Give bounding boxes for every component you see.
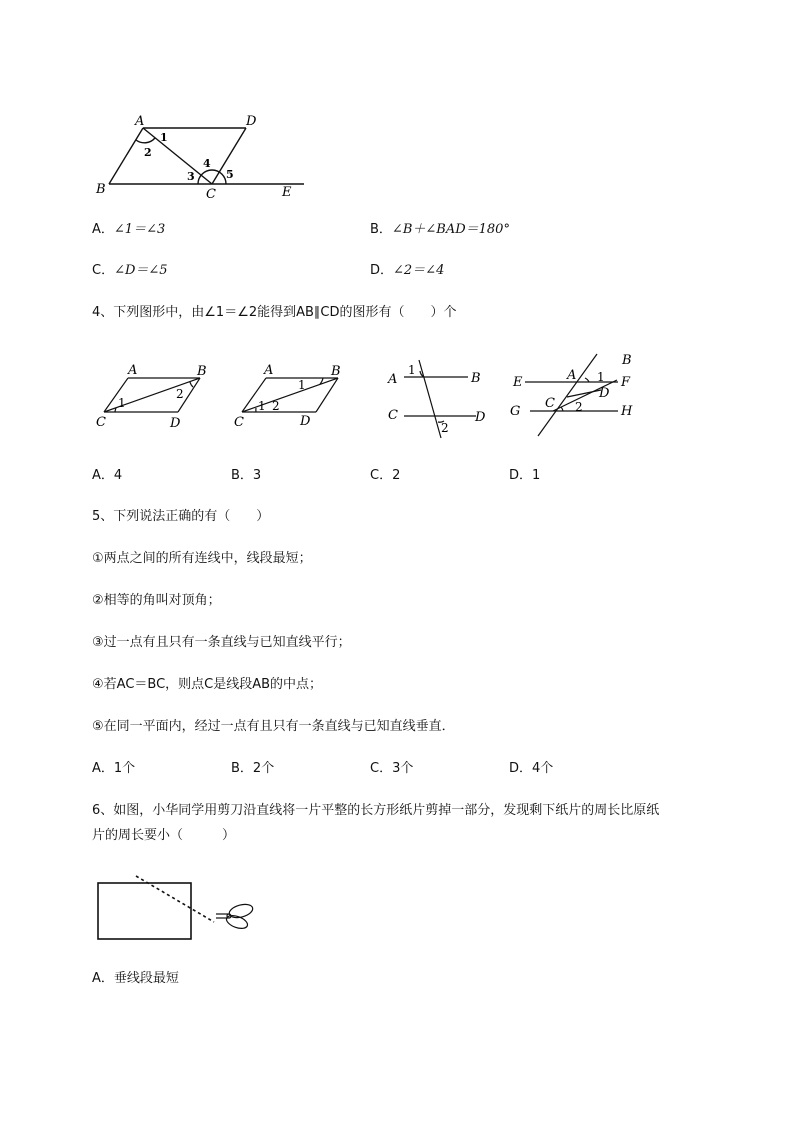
q5-statement-3: ③过一点有且只有一条直线与已知直线平行； — [92, 635, 351, 650]
angle-arc-C — [198, 170, 226, 184]
q5-option-a[interactable]: A．1个 — [92, 761, 136, 776]
f1-angle-2: 2 — [176, 387, 184, 401]
f3-label-A: A — [388, 372, 398, 387]
q6-figure — [94, 870, 264, 945]
f2-angle-1a: 1 — [298, 378, 306, 392]
q5-statement-2: ②相等的角叫对顶角； — [92, 593, 221, 608]
f2-label-B: B — [331, 364, 341, 379]
f3-label-C: C — [388, 408, 398, 423]
paper-rectangle — [98, 883, 191, 939]
f1-label-A: A — [128, 363, 138, 378]
angle-2: 2 — [144, 146, 152, 159]
q3-option-b[interactable]: B．∠B＋∠BAD＝180° — [370, 222, 510, 237]
q5-statement-1: ①两点之间的所有连线中，线段最短； — [92, 551, 312, 566]
f2-label-C: C — [234, 415, 244, 430]
angle-4: 4 — [203, 157, 211, 170]
q4-question: 4、下列图形中，由∠1＝∠2能得到AB∥CD的图形有（ ）个 — [92, 305, 457, 320]
label-B: B — [96, 182, 106, 197]
q4-figure-3 — [380, 355, 495, 440]
angle-1: 1 — [160, 131, 168, 144]
angle-arc-A — [136, 138, 155, 143]
label-A: A — [135, 114, 145, 129]
q3-option-d[interactable]: D．∠2＝∠4 — [370, 263, 445, 278]
f3-angle-2: 2 — [441, 421, 449, 435]
f2-label-D: D — [300, 414, 311, 429]
f4-label-C: C — [545, 396, 555, 411]
f1-label-D: D — [170, 416, 181, 431]
f4-label-F: F — [621, 375, 631, 390]
f4-label-E: E — [513, 375, 523, 390]
f4-label-D: D — [599, 386, 610, 401]
q4-option-c[interactable]: C．2 — [370, 468, 401, 483]
q5-option-c[interactable]: C．3个 — [370, 761, 414, 776]
q4-figure-4 — [505, 348, 645, 440]
angle-5: 5 — [226, 168, 234, 181]
q6-question-line-1: 6、如图，小华同学用剪刀沿直线将一片平整的长方形纸片剪掉一部分，发现剩下纸片的周长比原纸 — [92, 803, 660, 818]
f2-label-A: A — [264, 363, 274, 378]
f3-angle-1: 1 — [408, 363, 416, 377]
f4-label-B: B — [622, 353, 632, 368]
q5-statement-4: ④若AC＝BC，则点C是线段AB的中点； — [92, 677, 323, 692]
f1-label-C: C — [96, 415, 106, 430]
f4-angle-1: 1 — [597, 370, 605, 384]
angle-3: 3 — [187, 170, 195, 183]
q4-option-a[interactable]: A．4 — [92, 468, 123, 483]
f3-label-B: B — [471, 371, 481, 386]
q3-figure — [90, 108, 320, 203]
q4-option-d[interactable]: D．1 — [509, 468, 541, 483]
q6-question-line-2: 片的周长要小（ ） — [92, 828, 236, 843]
q5-question: 5、下列说法正确的有（ ） — [92, 509, 270, 524]
f1-label-B: B — [197, 364, 207, 379]
f2-angle-2: 2 — [272, 399, 280, 413]
label-C: C — [206, 187, 216, 202]
q4-figure-2 — [230, 360, 355, 435]
q3-option-a[interactable]: A．∠1＝∠3 — [92, 222, 166, 237]
q3-option-c[interactable]: C．∠D＝∠5 — [92, 263, 168, 278]
f4-label-G: G — [510, 404, 521, 419]
f4-label-A: A — [567, 368, 577, 383]
q5-statement-5: ⑤在同一平面内，经过一点有且只有一条直线与已知直线垂直． — [92, 719, 455, 734]
q4-figure-1 — [92, 360, 217, 435]
scissors-icon — [216, 902, 254, 931]
label-D: D — [246, 114, 257, 129]
q5-option-d[interactable]: D．4个 — [509, 761, 554, 776]
f4-label-H: H — [621, 404, 633, 419]
f2-angle-1b: 1 — [258, 399, 266, 413]
segment-AB — [109, 128, 143, 184]
f3-label-D: D — [475, 410, 486, 425]
label-E: E — [282, 185, 292, 200]
q5-option-b[interactable]: B．2个 — [231, 761, 275, 776]
q4-option-b[interactable]: B．3 — [231, 468, 262, 483]
f1-angle-1: 1 — [118, 396, 126, 410]
q6-option-a[interactable]: A．垂线段最短 — [92, 971, 179, 986]
f4-angle-2: 2 — [575, 400, 583, 414]
